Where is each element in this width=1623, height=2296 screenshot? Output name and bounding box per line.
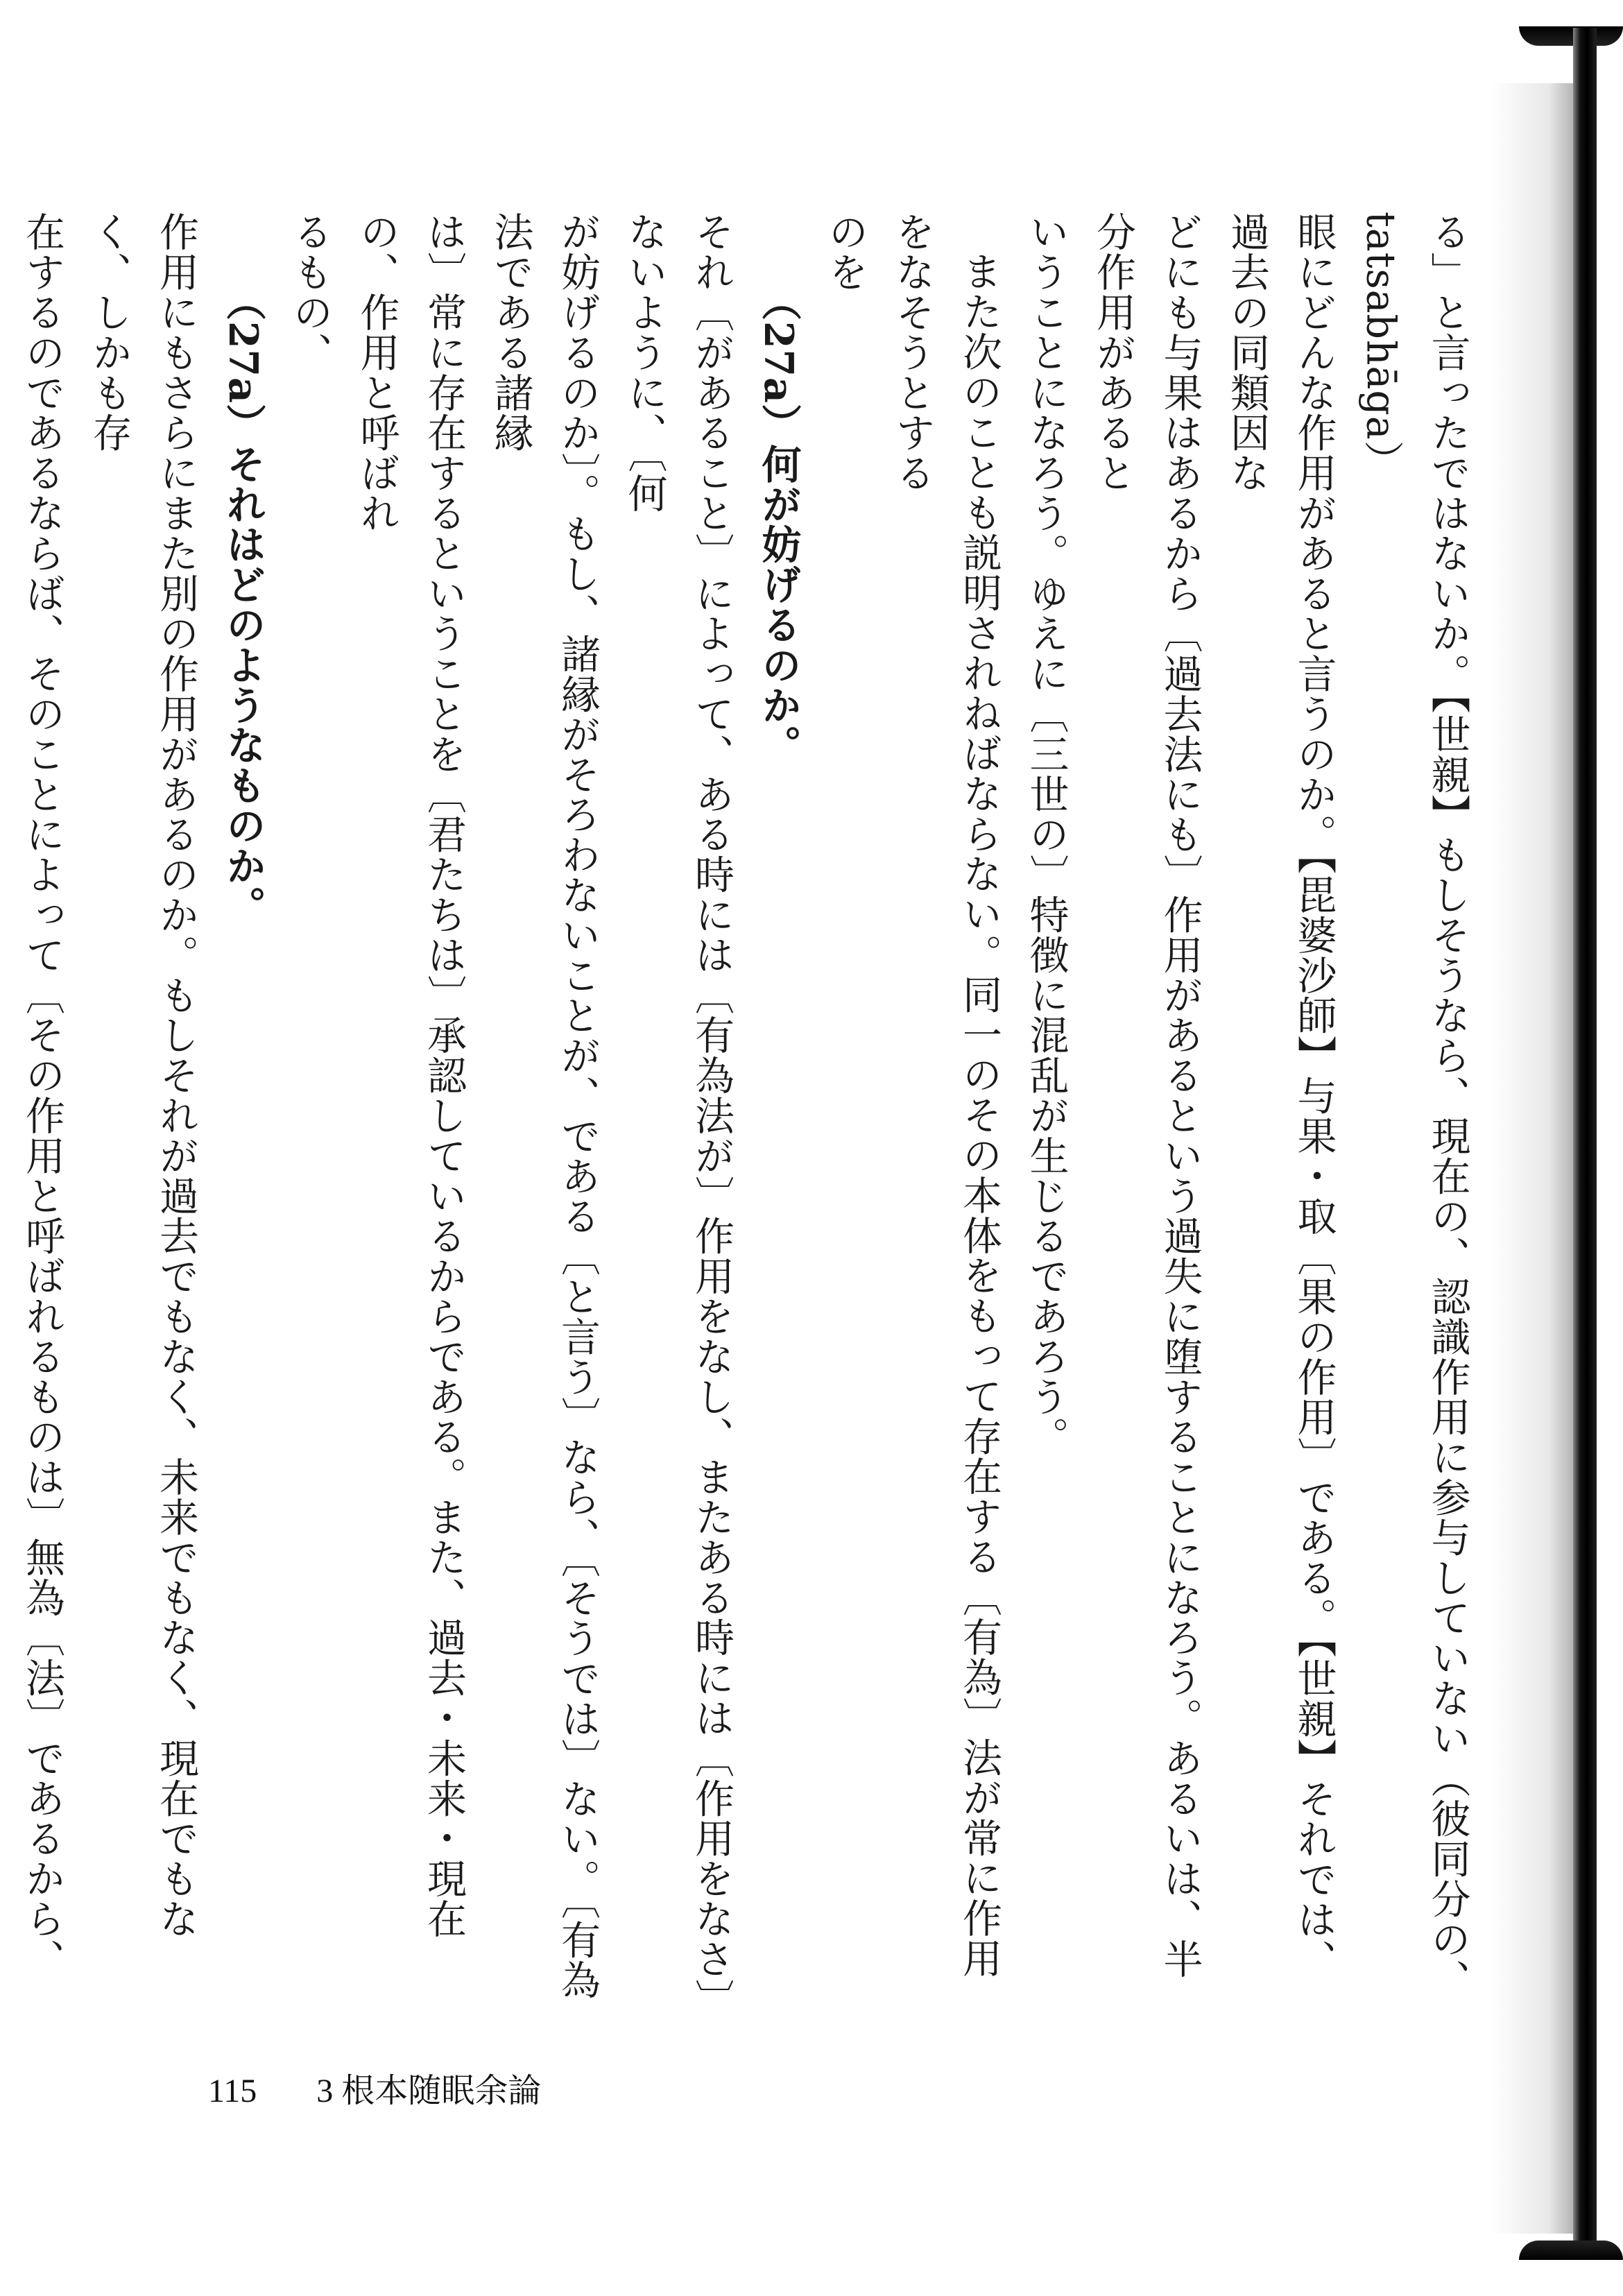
body-line: どにも与果はあるから〔過去法にも〕作用があるという過失に堕することになろう。あるいは、半分作用があると — [1090, 212, 1203, 1979]
body-line: るもの、 — [286, 212, 333, 372]
gutter-shadow — [1491, 83, 1573, 2234]
chapter-title: 3 根本随眠余論 — [316, 2073, 542, 2109]
binding-cap-bottom — [1519, 2241, 1623, 2260]
body-line: る」と言ったではないか。【世親】もしそうなら、現在の、認識作用に参与していない（彼同分の、tatsabhāga） — [1357, 212, 1470, 1999]
page-footer — [208, 2064, 541, 2111]
page-number: 115 — [208, 2073, 257, 2109]
body-line: が妨げるのか〕。もし、諸縁がそろわないことが、である〔と言う〕なら、〔そうでは〕ない。〔有為法である諸縁 — [488, 212, 601, 2000]
body-line: 作用にもさらにまた別の作用があるのか。もしそれが過去でもなく、未来でもなく、現在でもなく、しかも存 — [86, 212, 199, 1939]
body-line: それ〔があること〕によって、ある時には〔有為法が〕作用をなし、またある時には〔作用をなさ〕ないように、〔何 — [621, 212, 735, 1999]
body-line: いうことになろう。ゆえに〔三世の〕特徴に混乱が生じるであろう。 — [1023, 212, 1069, 1457]
body-line: 在するのであるならば、そのことによって〔その作用と呼ばれるものは〕無為〔法〕であるから、 — [19, 212, 65, 1979]
binding-bar — [1573, 28, 1597, 2247]
vertical-text-body — [19, 212, 1481, 2015]
binding-cap-top — [1519, 26, 1623, 46]
section-heading: （27a）何が妨げるのか。 — [755, 281, 802, 765]
body-line: 眼にどんな作用があると言うのか。【毘婆沙師】与果・取〔果の作用〕である。【世親】それでは、過去の同類因な — [1223, 212, 1337, 1980]
body-line: また次のことも説明されねばならない。同一のその本体をもって存在する〔有為〕法が常に作用をなそうとする — [889, 212, 1002, 1978]
body-line: は〕常に存在するということを〔君たちは〕承認しているからである。また、過去・未来・現在の、作用と呼ばれ — [354, 212, 467, 1939]
book-binding-edge — [1491, 0, 1623, 2296]
body-line: のを — [822, 212, 868, 292]
section-heading: （27a）それはどのようなものか。 — [220, 281, 266, 926]
